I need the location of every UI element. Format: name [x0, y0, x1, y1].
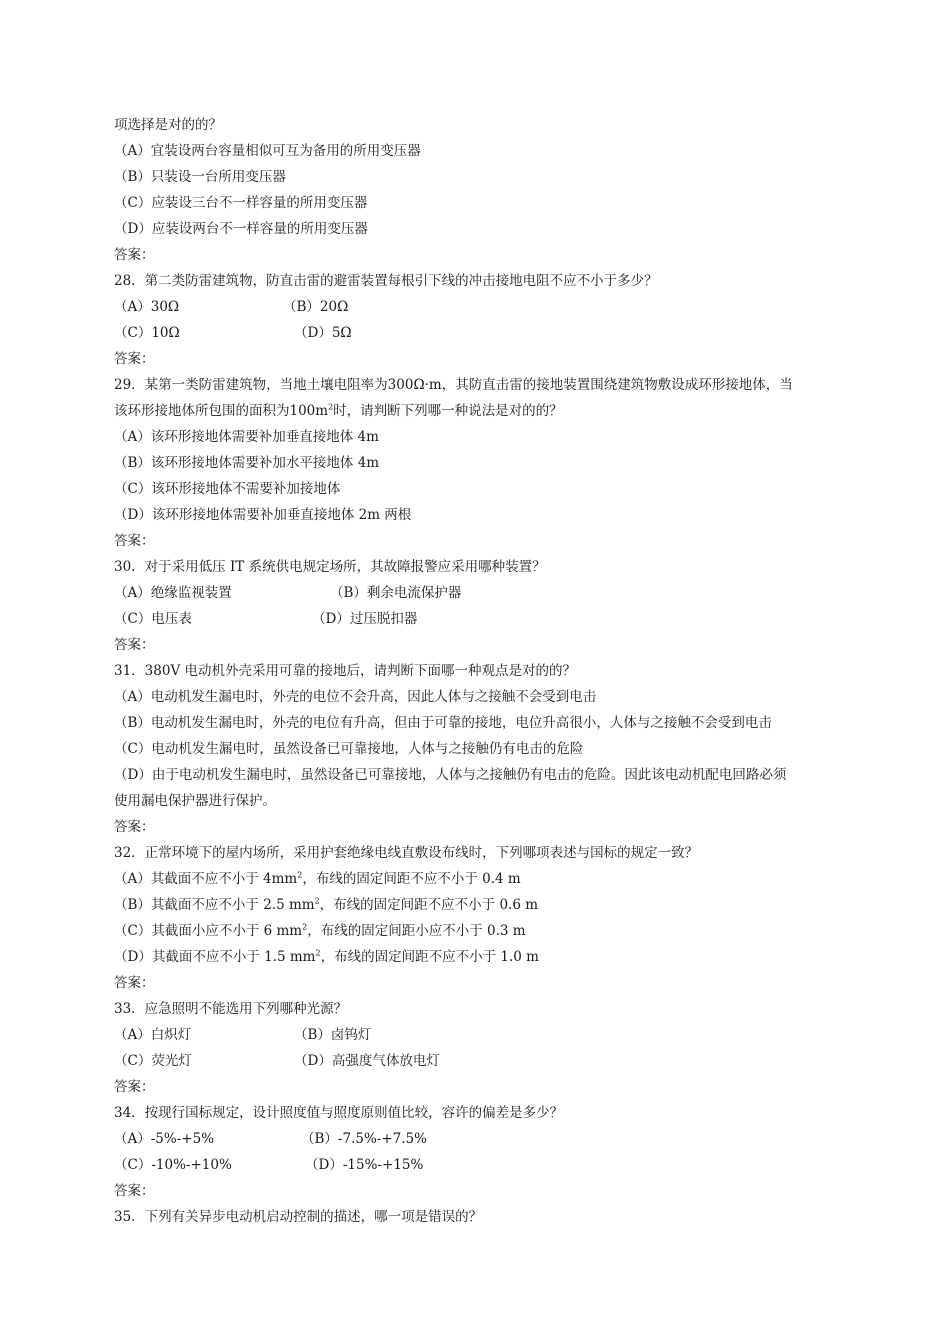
- question-30-option-b: （B）剩余电流保护器: [330, 585, 462, 601]
- question-31-option-d-line-2: 使用漏电保护器进行保护。: [114, 793, 276, 809]
- question-31-option-c: （C）电动机发生漏电时，虽然设备已可靠接地，人体与之接触仍有电击的危险: [114, 741, 584, 757]
- question-33-options-row-2: [114, 1048, 844, 1074]
- question-27-option-a: （A）宜装设两台容量相似可互为备用的所用变压器: [114, 143, 421, 159]
- question-28-option-b: （B）20Ω: [283, 299, 349, 315]
- question-28-answer: 答案：: [114, 351, 155, 367]
- question-34-option-a: （A）-5%-+5%: [114, 1131, 215, 1147]
- question-30-answer: 答案：: [114, 637, 155, 653]
- question-34-answer: 答案：: [114, 1183, 155, 1199]
- question-27-option-d: （D）应装设两台不一样容量的所用变压器: [114, 221, 368, 237]
- question-29-stem-line-2: 该环形接地体所包围的面积为$100m^2$时，请判断下列哪一种说法是对的的？: [114, 402, 563, 419]
- question-28-option-a: （A）30Ω: [114, 299, 180, 315]
- question-34-stem: 34．按现行国标规定，设计照度值与照度原则值比较，容许的偏差是多少？: [114, 1105, 564, 1121]
- question-32-stem: 32．正常环境下的屋内场所，采用护套绝缘电线直敷设布线时，下列哪项表述与国标的规定一致？: [114, 845, 699, 861]
- question-30-option-a: （A）绝缘监视装置: [114, 585, 232, 601]
- question-31-option-b: （B）电动机发生漏电时，外壳的电位有升高，但由于可靠的接地，电位升高很小，人体与之接触不会受到电击: [114, 715, 772, 731]
- question-34-options-row-2: [114, 1152, 844, 1178]
- question-27-option-b: （B）只装设一台所用变压器: [114, 169, 286, 185]
- question-28-options-row-1: [114, 294, 844, 320]
- question-33-option-b: （B）卤钨灯: [294, 1027, 372, 1043]
- question-28-option-c: （C）10Ω: [114, 325, 180, 341]
- question-32-option-d: （D）其截面不应不小于 1.5 $mm^2$，布线的固定间距不应不小于 1.0 m: [114, 948, 539, 965]
- document-page: [114, 112, 844, 1230]
- question-34-option-d: （D）-15%-+15%: [305, 1157, 424, 1173]
- question-29-answer: 答案：: [114, 533, 155, 549]
- question-29-stem-line-1: 29．某第一类防雷建筑物，当地土壤电阻率为300Ω·m，其防直击雷的接地装置围绕建筑物敷设成环形接地体，当: [114, 377, 793, 393]
- question-31-option-d-line-1: （D）由于电动机发生漏电时，虽然设备已可靠接地，人体与之接触仍有电击的危险。因此该电动机配电回路必须: [114, 767, 787, 783]
- question-33-options-row-1: [114, 1022, 844, 1048]
- question-32-option-b: （B）其截面不应不小于 2.5 $mm^2$，布线的固定间距不应不小于 0.6 m: [114, 896, 539, 913]
- question-28-options-row-2: [114, 320, 844, 346]
- question-34-options-row-1: [114, 1126, 844, 1152]
- question-31-option-a: （A）电动机发生漏电时，外壳的电位不会升高，因此人体与之接触不会受到电击: [114, 689, 597, 705]
- question-33-option-d: （D）高强度气体放电灯: [294, 1053, 440, 1069]
- question-34-option-c: （C）-10%-+10%: [114, 1157, 232, 1173]
- question-27-option-c: （C）应装设三台不一样容量的所用变压器: [114, 195, 368, 211]
- question-29-option-a: （A）该环形接地体需要补加垂直接地体 4m: [114, 429, 379, 445]
- question-30-stem: 30．对于采用低压 IT 系统供电规定场所，其故障报警应采用哪种装置？: [114, 559, 546, 575]
- question-28-stem: 28．第二类防雷建筑物，防直击雷的避雷装置每根引下线的冲击接地电阻不应不小于多少？: [114, 273, 658, 289]
- question-32-option-a: （A）其截面不应不小于 $4mm^2$，布线的固定间距不应不小于 0.4 m: [114, 870, 521, 887]
- question-31-answer: 答案：: [114, 819, 155, 835]
- question-27-answer: 答案：: [114, 247, 155, 263]
- question-33-answer: 答案：: [114, 1079, 155, 1095]
- question-28-option-d: （D）5Ω: [294, 325, 352, 341]
- question-30-option-c: （C）电压表: [114, 611, 192, 627]
- question-33-stem: 33．应急照明不能选用下列哪种光源？: [114, 1001, 348, 1017]
- question-29-option-b: （B）该环形接地体需要补加水平接地体 4m: [114, 455, 380, 471]
- question-35-stem: 35．下列有关异步电动机启动控制的描述，哪一项是错误的？: [114, 1209, 483, 1225]
- question-30-option-d: （D）过压脱扣器: [312, 611, 418, 627]
- question-31-stem: 31．380V 电动机外壳采用可靠的接地后，请判断下面哪一种观点是对的的？: [114, 663, 576, 679]
- question-34-option-b: （B）-7.5%-+7.5%: [301, 1131, 427, 1147]
- question-27-stem-tail: 项选择是对的的？: [114, 117, 222, 133]
- question-29-option-c: （C）该环形接地体不需要补加接地体: [114, 481, 341, 497]
- question-30-options-row-1: [114, 580, 844, 606]
- question-33-option-a: （A）白炽灯: [114, 1027, 192, 1043]
- question-32-option-c: （C）其截面小应不小于 6 $mm^2$，布线的固定间距小应不小于 0.3 m: [114, 922, 526, 939]
- question-29-option-d: （D）该环形接地体需要补加垂直接地体 2m 两根: [114, 507, 412, 523]
- question-33-option-c: （C）荧光灯: [114, 1053, 192, 1069]
- question-32-answer: 答案：: [114, 975, 155, 991]
- question-30-options-row-2: [114, 606, 844, 632]
